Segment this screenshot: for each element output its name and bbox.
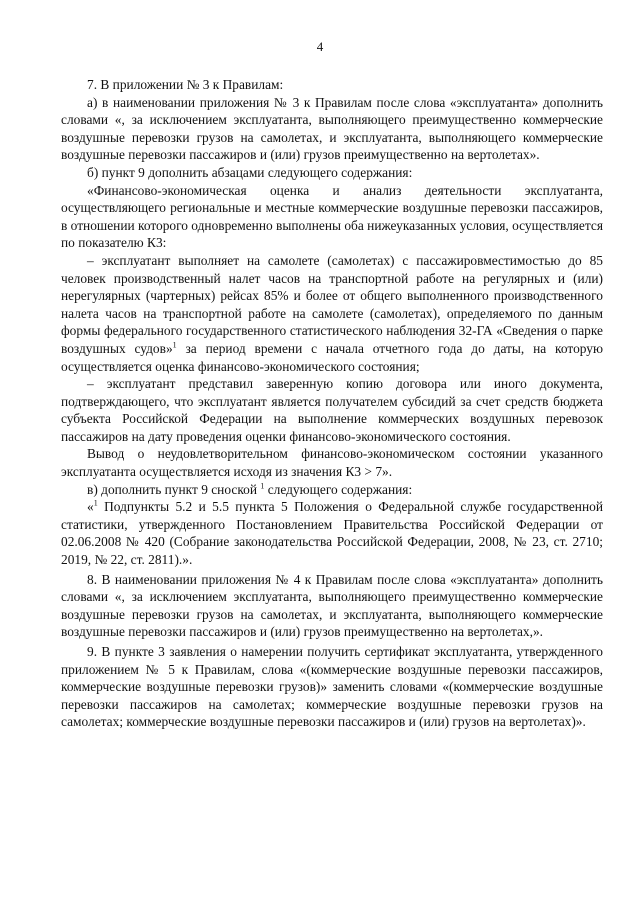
item-7b-paragraph-2-text: – эксплуатант выполняет на самолете (самолетах) с пассажировместимостью до 85 человек производственный налет часов на транспортной работе на регулярных и (или) нерегулярных (чартерных) рейсах 85% и более от общего выполненного производственного налета часов на транспортной работе на самолете (самолетах), определяемого по данным формы федерального государственного статистического наблюдения 32-ГА «Сведения о парке воздушных судов» [61, 252, 603, 356]
item-7b-paragraph-1: «Финансово-экономическая оценка и анализ деятельности эксплуатанта, осуществляющего региональные и местные коммерческие воздушные перевозки пассажиров, в отношении которого одновременно выполнены оба нижеуказанных условия, осуществляется по показателю К3: [61, 182, 603, 251]
item-8-paragraph: 8. В наименовании приложения № 4 к Правилам после слова «эксплуатанта» дополнить словами «, за исключением эксплуатанта, выполняющего преимущественно коммерческие воздушные перевозки грузов на самолетах, и эксплуатанта, выполняющего коммерческие воздушные перевозки пассажиров и (или) грузов преимущественно на вертолетах,». [61, 571, 603, 640]
item-9-paragraph: 9. В пункте 3 заявления о намерении получить сертификат эксплуатанта, утвержденного приложением № 5 к Правилам, слова «(коммерческие воздушные перевозки пассажиров, коммерческие воздушные перевозки грузов)» заменить словами «(коммерческие воздушные перевозки пассажиров на самолетах; коммерческие воздушные перевозки грузов на самолетах; коммерческие воздушные перевозки пассажиров и (или) грузов на вертолетах)». [61, 644, 603, 730]
footnote-marker: 1 [93, 498, 98, 508]
footnote-ref-1: 1 [172, 340, 177, 350]
item-7b-paragraph-3: – эксплуатант представил заверенную копию договора или иного документа, подтверждающего, что эксплуатант является получателем субсидий за счет средств бюджета субъекта Российской Федерации на выполнение коммерческих воздушных перевозок пассажиров на дату проведения оценки финансово-экономического состояния. [61, 376, 603, 444]
footnote-ref-2: 1 [260, 481, 265, 491]
item-7c-tail: следующего содержания: [264, 481, 413, 497]
item-7a-paragraph: а) в наименовании приложения № 3 к Правилам после слова «эксплуатанта» дополнить словами «, за исключением эксплуатанта, выполняющего преимущественно коммерческие воздушные перевозки грузов на самолетах, и эксплуатанта, выполняющего коммерческие воздушные перевозки пассажиров и (или) грузов преимущественно на вертолетах». [61, 94, 603, 163]
item-7-heading: 7. В приложении № 3 к Правилам: [87, 77, 284, 92]
footnote-open-quote: « [87, 499, 94, 515]
footnote-paragraph [61, 498, 603, 568]
item-7b-paragraph-2 [61, 252, 603, 375]
item-7b-intro: б) пункт 9 дополнить абзацами следующего содержания: [87, 164, 413, 180]
item-7c-text: в) дополнить пункт 9 сноской [87, 481, 261, 497]
document-body [61, 76, 603, 731]
item-7b-paragraph-2-tail: за период времени с начала отчетного года до даты, на которую осуществляется оценка финансово-экономического состояния; [61, 340, 603, 374]
item-7b-paragraph-4: Вывод о неудовлетворительном финансово-экономическом состоянии указанного эксплуатанта осуществляется исходя из значения К3 > 7». [61, 446, 603, 480]
page-number: 4 [316, 39, 324, 54]
footnote-text: Подпункты 5.2 и 5.5 пункта 5 Положения о Федеральной службе государственной статистики, утвержденного Постановлением Правительства Российской Федерации от 02.06.2008 № 420 (Собрание законодательства Российской Федерации, 2008, № 23, ст. 2710; 2019, № 22, ст. 2811).». [61, 499, 603, 568]
item-7c-paragraph [61, 481, 603, 499]
